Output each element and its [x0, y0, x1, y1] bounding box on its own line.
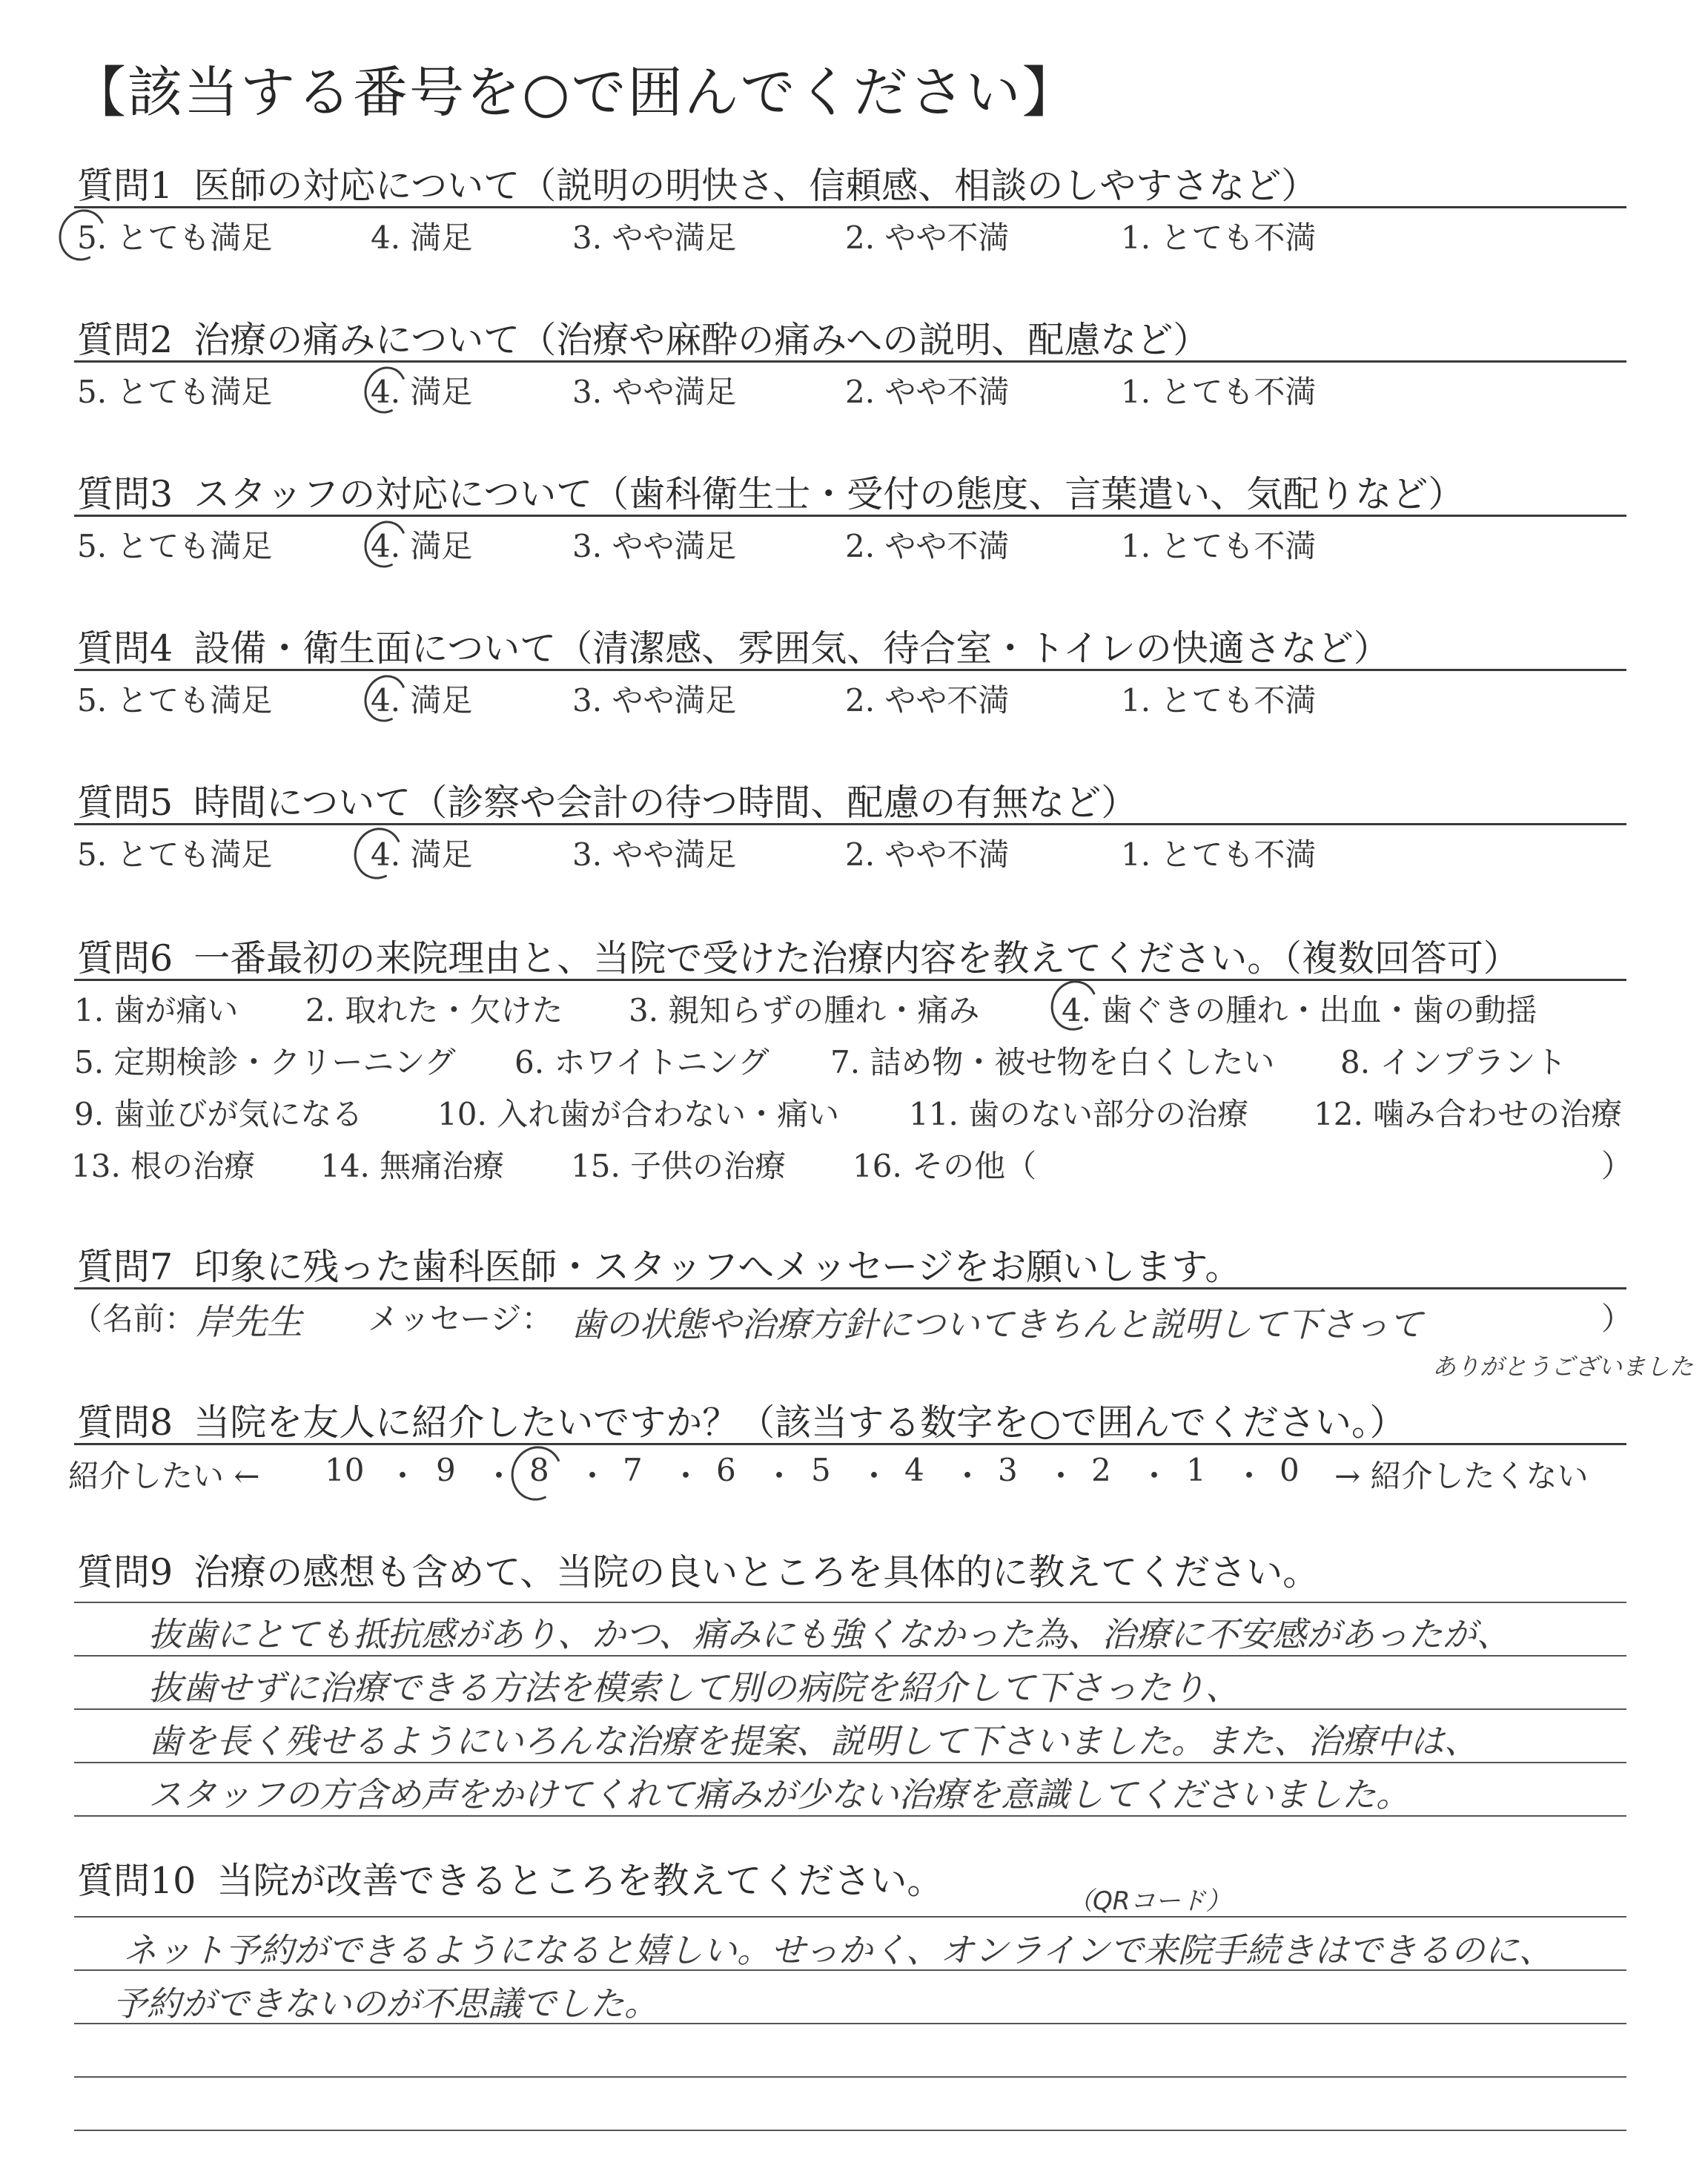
option-5[interactable]: 5. とても満足	[77, 682, 273, 719]
reason-option[interactable]: 13. 根の治療	[71, 1148, 256, 1184]
option-4[interactable]: 4. 満足	[371, 836, 473, 873]
question-number: 質問9	[77, 1551, 173, 1593]
option-1[interactable]: 1. とても不満	[1121, 374, 1317, 410]
reason-option-other-close: ）	[1601, 1148, 1633, 1184]
option-2[interactable]: 2. やや不満	[845, 374, 1010, 410]
scale-separator: ・	[858, 1458, 890, 1494]
reason-option-other[interactable]: 16. その他（	[853, 1148, 1037, 1184]
option-1[interactable]: 1. とても不満	[1121, 682, 1317, 719]
option-2[interactable]: 2. やや不満	[845, 528, 1010, 564]
name-value[interactable]: 岸先生	[196, 1301, 303, 1343]
scale-separator: ・	[764, 1458, 795, 1494]
scale-separator: ・	[1234, 1458, 1265, 1494]
reason-option[interactable]: 5. 定期検診・クリーニング	[74, 1044, 456, 1080]
reason-option[interactable]: 15. 子供の治療	[571, 1148, 787, 1184]
scale-value-3[interactable]: 3	[998, 1452, 1018, 1488]
reason-option[interactable]: 1. 歯が痛い	[74, 992, 239, 1028]
scale-separator: ・	[577, 1458, 609, 1494]
option-4[interactable]: 4. 満足	[371, 528, 473, 564]
question-number: 質問6	[77, 937, 173, 980]
option-4[interactable]: 4. 満足	[371, 219, 473, 256]
option-3[interactable]: 3. やや満足	[572, 374, 737, 410]
option-5[interactable]: 5. とても満足	[77, 836, 273, 873]
question-text: 時間について（診察や会計の待つ時間、配慮の有無など）	[193, 782, 1138, 824]
answer-line	[74, 2076, 1626, 2078]
question-5-heading	[77, 774, 1137, 826]
message-close: ）	[1601, 1301, 1633, 1337]
option-2[interactable]: 2. やや不満	[845, 836, 1010, 873]
answer-line	[74, 2130, 1626, 2131]
answer-line	[74, 1655, 1626, 1657]
question-number: 質問2	[77, 319, 173, 361]
question-number: 質問5	[77, 782, 173, 824]
page-title: 【該当する番号を○で囲んでください】	[71, 61, 1079, 125]
option-3[interactable]: 3. やや満足	[572, 682, 737, 719]
scale-value-9[interactable]: 9	[436, 1452, 456, 1488]
option-1[interactable]: 1. とても不満	[1121, 836, 1317, 873]
answer-line	[74, 1602, 1626, 1603]
option-3[interactable]: 3. やや満足	[572, 219, 737, 256]
question-1-heading	[77, 157, 1317, 209]
scale-value-1[interactable]: 1	[1186, 1452, 1206, 1488]
question-text: 医師の対応について（説明の明快さ、信頼感、相談のしやすさなど）	[193, 165, 1318, 207]
question-number: 質問1	[77, 165, 173, 207]
question-text: 治療の痛みについて（治療や麻酔の痛みへの説明、配慮など）	[193, 319, 1210, 361]
answer-text-line[interactable]: 歯を長く残せるようにいろんな治療を提案、説明して下さいました。また、治療中は、	[148, 1721, 1478, 1761]
reason-option[interactable]: 4. 歯ぐきの腫れ・出血・歯の動揺	[1062, 992, 1537, 1028]
answer-text-line[interactable]: ネット予約ができるようになると嬉しい。せっかく、オンラインで来院手続きはできるのに、	[123, 1930, 1553, 1970]
divider	[74, 823, 1626, 825]
reason-option[interactable]: 7. 詰め物・被せ物を白くしたい	[830, 1044, 1275, 1080]
question-text: スタッフの対応について（歯科衛生士・受付の態度、言葉遣い、気配りなど）	[193, 473, 1465, 515]
divider	[74, 515, 1626, 517]
name-label: （名前：	[71, 1301, 196, 1337]
reason-option[interactable]: 12. 噛み合わせの治療	[1314, 1096, 1623, 1132]
answer-text-line[interactable]: 抜歯せずに治療できる方法を模索して別の病院を紹介して下さったり、	[148, 1668, 1239, 1708]
option-4[interactable]: 4. 満足	[371, 682, 473, 719]
question-3-heading	[77, 466, 1464, 518]
scale-value-5[interactable]: 5	[811, 1452, 831, 1488]
answer-text-line[interactable]: 予約ができないのが不思議でした。	[113, 1984, 658, 2024]
question-number: 質問4	[77, 627, 173, 670]
question-text: 印象に残った歯科医師・スタッフへメッセージをお願いします。	[193, 1246, 1242, 1288]
question-text: 一番最初の来院理由と、当院で受けた治療内容を教えてください。（複数回答可）	[193, 937, 1520, 980]
answer-note: （QRコード）	[1068, 1886, 1231, 1916]
question-9-heading	[77, 1544, 1319, 1596]
answer-line	[74, 1969, 1626, 1971]
scale-value-4[interactable]: 4	[904, 1452, 924, 1488]
reason-option[interactable]: 9. 歯並びが気になる	[74, 1096, 363, 1132]
question-10-heading	[77, 1852, 943, 1904]
option-5[interactable]: 5. とても満足	[77, 374, 273, 410]
scale-separator: ・	[1045, 1458, 1077, 1494]
option-4[interactable]: 4. 満足	[371, 374, 473, 410]
answer-line	[74, 2023, 1626, 2024]
divider	[74, 206, 1626, 208]
divider	[74, 979, 1626, 981]
message-continuation: ありがとうございました	[1432, 1353, 1694, 1381]
scale-value-8[interactable]: 8	[529, 1452, 549, 1488]
question-text: 当院を友人に紹介したいですか？（該当する数字を○で囲んでください。）	[193, 1401, 1406, 1444]
question-7-heading	[77, 1238, 1241, 1290]
question-8-heading	[77, 1394, 1406, 1446]
option-2[interactable]: 2. やや不満	[845, 219, 1010, 256]
question-number: 質問10	[77, 1860, 196, 1902]
option-1[interactable]: 1. とても不満	[1121, 219, 1317, 256]
divider	[74, 1287, 1626, 1289]
divider	[74, 669, 1626, 671]
option-2[interactable]: 2. やや不満	[845, 682, 1010, 719]
reason-option[interactable]: 10. 入れ歯が合わない・痛い	[437, 1096, 840, 1132]
scale-separator: ・	[952, 1458, 984, 1494]
answer-text-line[interactable]: スタッフの方含め声をかけてくれて痛みが少ない治療を意識してくださいました。	[148, 1774, 1410, 1814]
scale-separator: ・	[1139, 1458, 1171, 1494]
option-3[interactable]: 3. やや満足	[572, 528, 737, 564]
scale-value-7[interactable]: 7	[623, 1452, 643, 1488]
divider	[74, 1443, 1626, 1445]
reason-option[interactable]: 11. 歯のない部分の治療	[909, 1096, 1249, 1132]
question-number: 質問8	[77, 1401, 173, 1444]
reason-option[interactable]: 2. 取れた・欠けた	[305, 992, 563, 1028]
question-number: 質問7	[77, 1246, 173, 1288]
question-text: 治療の感想も含めて、当院の良いところを具体的に教えてください。	[193, 1551, 1320, 1593]
scale-right-label: → 紹介したくない	[1334, 1458, 1589, 1494]
question-text: 設備・衛生面について（清潔感、雰囲気、待合室・トイレの快適さなど）	[193, 627, 1390, 670]
option-5[interactable]: 5. とても満足	[77, 528, 273, 564]
scale-value-2[interactable]: 2	[1091, 1452, 1111, 1488]
question-text: 当院が改善できるところを教えてください。	[216, 1860, 944, 1902]
option-1[interactable]: 1. とても不満	[1121, 528, 1317, 564]
answer-text-line[interactable]: 抜歯にとても抵抗感があり、かつ、痛みにも強くなかった為、治療に不安感があったが、	[148, 1614, 1511, 1654]
answer-line	[74, 1916, 1626, 1918]
reason-option[interactable]: 8. インプラント	[1340, 1044, 1567, 1080]
reason-option[interactable]: 6. ホワイトニング	[514, 1044, 769, 1080]
answer-line	[74, 1762, 1626, 1763]
scale-value-6[interactable]: 6	[716, 1452, 736, 1488]
scale-separator: ・	[483, 1458, 515, 1494]
divider	[74, 360, 1626, 363]
option-5[interactable]: 5. とても満足	[77, 219, 273, 256]
scale-separator: ・	[670, 1458, 702, 1494]
question-2-heading	[77, 311, 1209, 363]
question-4-heading	[77, 620, 1390, 672]
message-value[interactable]: 歯の状態や治療方針についてきちんと説明して下さって	[571, 1304, 1423, 1344]
reason-option[interactable]: 14. 無痛治療	[320, 1148, 505, 1184]
scale-value-10[interactable]: 10	[325, 1452, 365, 1488]
scale-value-0[interactable]: 0	[1280, 1452, 1300, 1488]
answer-line	[74, 1708, 1626, 1710]
scale-separator: ・	[387, 1458, 419, 1494]
reason-option[interactable]: 3. 親知らずの腫れ・痛み	[629, 992, 980, 1028]
question-number: 質問3	[77, 473, 173, 515]
scale-left-label: 紹介したい ←	[68, 1458, 260, 1494]
selection-circle	[503, 1439, 569, 1508]
answer-line	[74, 1815, 1626, 1817]
question-6-heading	[77, 930, 1520, 982]
message-label: メッセージ：	[368, 1301, 553, 1337]
option-3[interactable]: 3. やや満足	[572, 836, 737, 873]
